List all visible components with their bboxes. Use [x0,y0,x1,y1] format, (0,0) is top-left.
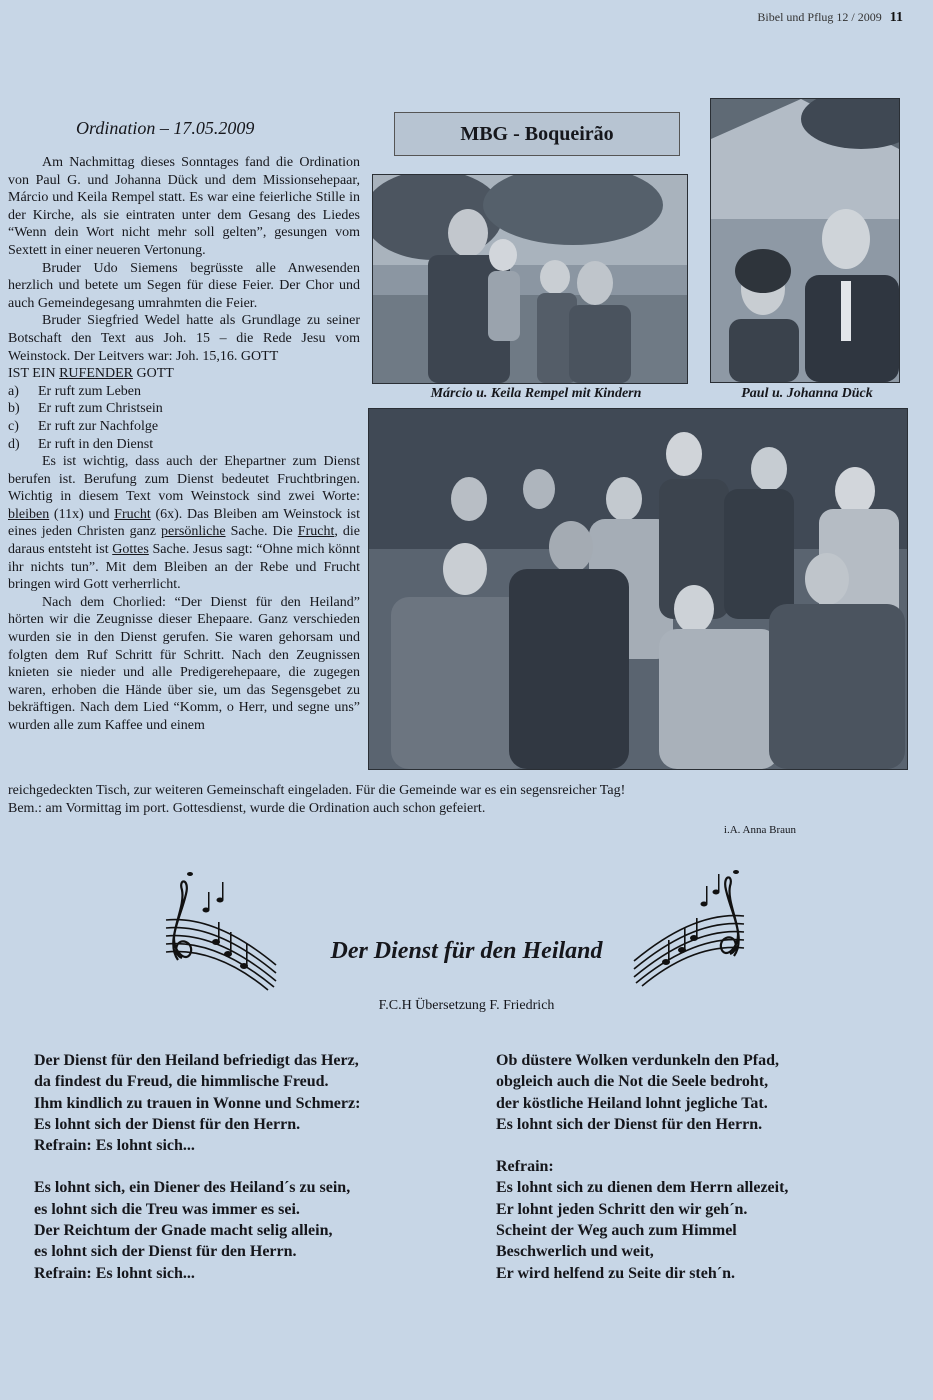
list-text: Er ruft zum Leben [38,383,142,399]
underlined-word: RUFENDER [59,366,133,382]
family-photo [372,174,688,384]
verse-line: Scheint der Weg auch zum Himmel [496,1222,737,1240]
text-run: , die daraus entsteht ist [8,524,360,558]
verse-line: Refrain: [496,1158,554,1176]
verse-line: Ihm kindlich zu trauen in Wonne und Schmerz: [34,1094,361,1112]
ordination-photo [368,408,908,770]
paragraph [8,453,360,594]
signature: i.A. Anna Braun [723,824,796,836]
song-title: Der Dienst für den Heiland [330,938,603,964]
underlined-word: persönliche [161,524,226,540]
list-item [8,436,360,454]
verse-line: obgleich auch die Not die Seele bedroht, [496,1073,769,1091]
page-header [757,10,903,26]
paragraph: Bruder Udo Siemens begrüsste alle Anwesenden herzlich und betete um Segen für diese Feier. Der Chor und auch Gemeindegesang umrahmten die Feier. [8,260,360,311]
list-text: Er ruft zur Nachfolge [38,418,159,434]
verse-line: der köstliche Heiland lohnt jegliche Tat. [496,1094,768,1112]
church-label-box: MBG - Boqueirão [394,112,680,156]
verse-line: Er wird helfend zu Seite dir steh´n. [496,1264,735,1282]
text-run: (11x) und [49,506,115,522]
song-credit: F.C.H Übersetzung F. Friedrich [378,998,555,1013]
list-index: b) [8,401,20,417]
stanza [496,1050,788,1135]
song-right-column [496,1050,788,1305]
underlined-word: bleiben [8,506,50,522]
stanza [496,1156,788,1284]
list-item [8,383,360,401]
text-run: GOTT [132,366,174,382]
note: Bem.: am Vormittag im port. Gottesdienst, wurde die Ordination auch schon gefeiert. [8,800,486,816]
paragraph [8,365,360,383]
family-photo-caption: Márcio u. Keila Rempel mit Kindern [430,386,642,401]
verse-line: Es lohnt sich zu dienen dem Herrn allezeit, [496,1179,789,1197]
song-left-column [34,1050,360,1305]
call-list [8,383,360,453]
text-run: IST EIN [8,366,60,382]
article-title: Ordination – 17.05.2009 [76,118,255,138]
page-number: 11 [889,10,903,25]
stanza [34,1050,360,1156]
verse-line: Refrain: Es lohnt sich... [34,1264,195,1282]
verse-line: Er lohnt jeden Schritt den wir geh´n. [496,1200,748,1218]
list-index: c) [8,418,19,434]
couple-photo [710,98,900,383]
verse-line: Ob düstere Wolken verdunkeln den Pfad, [496,1052,780,1069]
verse-line: da findest du Freud, die himmlische Freud. [34,1073,329,1091]
journal-name: Bibel und Pflug 12 / 2009 [757,10,882,24]
list-text: Er ruft in den Dienst [38,436,154,452]
couple-photo-caption: Paul u. Johanna Dück [741,386,873,401]
verse-line: Refrain: Es lohnt sich... [34,1137,195,1155]
music-notes-left-icon [156,870,286,1000]
verse-line: Beschwerlich und weit, [496,1243,654,1261]
verse-line: Es lohnt sich, ein Diener des Heiland´s zu sein, [34,1179,351,1197]
list-item [8,400,360,418]
list-index: a) [8,383,19,399]
verse-line: es lohnt sich die Treu was immer es sei. [34,1200,300,1218]
underlined-word: Frucht [114,506,151,522]
music-notes-right-icon [624,866,754,996]
verse-line: Der Reichtum der Gnade macht selig allein, [34,1222,333,1240]
paragraph: Bruder Siegfried Wedel hatte als Grundlage zu seiner Botschaft den Text aus Joh. 15 – die Rede Jesu vom Weinstock. Der Leitvers war: Joh. 15,16. GOTT [8,313,360,364]
text-run: (6x). Das Bleiben am Weinstock ist eines jeden Christen ganz [8,506,360,540]
paragraph: Am Nachmittag dieses Sonntages fand die Ordination von Paul G. und Johanna Dück und dem Missionsehepaar, Márcio und Keila Rempel statt. Es war eine feierliche Stille in der Kirche, als sie eintraten unter dem Gesang des Liedes “Wenn dein Wort nicht mehr soll gelten”, gesungen vom Sextett in einer neueren Vertonung. [8,155,360,258]
text-run: Es ist wichtig, dass auch der Ehepartner zum Dienst berufen ist. Berufung zum Dienst bedeutet Fruchtbringen. Wichtig in diesem Text vom Weinstock sind zwei Worte: [8,454,360,505]
article-conclusion [8,782,798,836]
verse-line: Der Dienst für den Heiland befriedigt das Herz, [34,1052,359,1069]
verse-line: Es lohnt sich der Dienst für den Herrn. [496,1115,763,1133]
verse-line: es lohnt sich der Dienst für den Herrn. [34,1243,297,1261]
list-item [8,418,360,436]
list-text: Er ruft zum Christsein [38,401,163,417]
paragraph: Nach dem Chorlied: “Der Dienst für den Heiland” hörten wir die Zeugnisse dieser Ehepaare. Ganz verschieden wurden sie in den Dienst gerufen. Sie waren gehorsam und folgten dem Ruf Schritt für Schritt. Nach den Zeugnissen knieten sie nieder und alle Predigerehepaare, die zugegen waren, erhoben die Hände über sie, um das Segensgebet zu bekräftigen. Nach dem Lied “Komm, o Herr, und segne uns” wurden alle zum Kaffee und einem [8,594,360,733]
paragraph-continuation: reichgedeckten Tisch, zur weiteren Gemeinschaft eingeladen. Für die Gemeinde war es ein segensreicher Tag! [8,783,626,798]
text-run: Sache. Jesus sagt: “Ohne mich könnt ihr nichts tun”. Mit dem Bleiben an der Rebe und Frucht bringen wird Gott verherrlicht. [8,542,360,593]
verse-line: Es lohnt sich der Dienst für den Herrn. [34,1115,301,1133]
list-index: d) [8,436,20,452]
underlined-word: Frucht [297,524,335,540]
stanza [34,1177,360,1283]
text-run: Sache. Die [225,524,298,540]
article-body [8,154,360,735]
underlined-word: Gottes [112,542,149,558]
